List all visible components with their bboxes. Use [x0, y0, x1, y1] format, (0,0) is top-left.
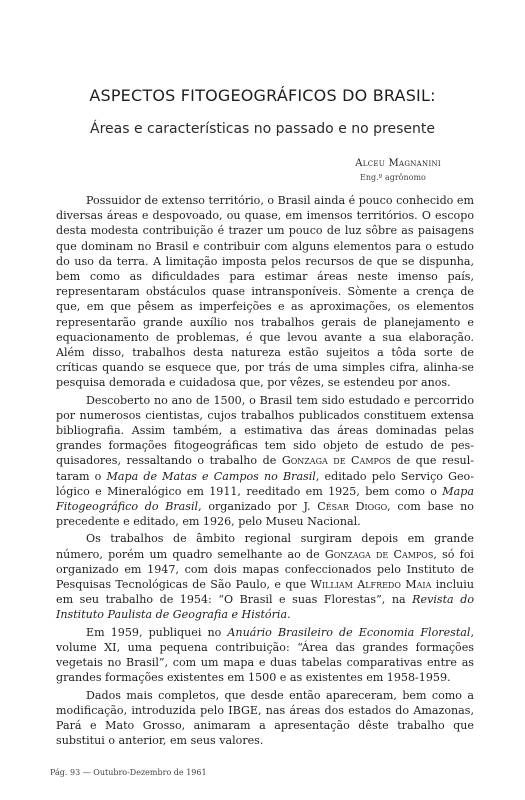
body-paragraph	[56, 193, 474, 391]
body-paragraph	[56, 531, 474, 622]
article-body	[56, 193, 474, 750]
text-run: .	[287, 608, 291, 622]
text-run: Descoberto no ano de 1500, o Brasil tem sido estudado e percorrido por numerosos cientistas, cujos trabalhos publicados constituem extensa bibliografia. Assim também, a estimativa das áreas dominadas pelas grandes formações fitogeográficas tem sido objeto de estudo de pesquisadores, ressaltando o trabalho de	[56, 393, 474, 468]
text-run: Os trabalhos de âmbito regional surgiram depois em grande número, porém um quadro semelhante ao de	[56, 532, 474, 561]
italic-title: Mapa de Matas e Campos no Brasil	[106, 469, 316, 483]
body-paragraph	[56, 393, 474, 530]
italic-title: Anuário Brasileiro de Economia Florestal	[227, 625, 471, 639]
italic-title: Revista do Instituto Paulista de Geografia e História	[56, 593, 474, 622]
article-title: ASPECTOS FITOGEOGRÁFICOS DO BRASIL:	[89, 86, 436, 105]
text-run: , organizado por J.	[198, 500, 318, 514]
person-name: William Alfredo Maia	[310, 578, 432, 592]
person-name: Gonzaga de Campos	[281, 454, 391, 468]
text-run: Dados mais completos, que desde então apareceram, bem como a modificação, introduzida pelo IBGE, nas áreas dos estados do Amazonas, Pará e Mato Grosso, animaram a apresentação dêste trabalho que substitui o anterior, em seus valores.	[56, 688, 474, 748]
text-run: , com base no precedente e editado, em 1926, pelo Museu Nacional.	[56, 500, 474, 529]
text-run: Possuidor de extenso território, o Brasil ainda é pouco conhecido em diversas áreas e despovoado, ou quase, em imensos territórios. O escopo desta modesta contribuição é trazer um pouco de luz sôbre as paisagens que dominam no Brasil e contribuir com alguns elementos para o estudo do uso da terra. A limitação imposta pelos recursos de que se dispunha, bem como as dificuldades para estimar áreas neste imenso país, representaram obstáculos quase intransponíveis. Sòmente a crença de que, em que pêsem as imperfeições e as aproximações, os elementos representarão grande auxílio nos trabalhos gerais de planejamento e equacionamento de problemas, é que levou avante a sua elaboração. Além disso, trabalhos desta natureza estão sujeitos a tôda sorte de críticas quando se esquece que, por trás de uma simples cifra, alinha-se pesquisa demorada e cuidadosa que, por vêzes, se estendeu por anos.	[56, 194, 474, 390]
author-title: Eng.º agrônomo	[360, 173, 426, 182]
text-run: de que resultaram o	[56, 454, 474, 483]
text-run: , só foi organizado em 1947, com dois mapas confeccionados pelo Instituto de Pesquisas Tecnológicas de São Paulo, e que	[56, 547, 474, 592]
article-subtitle: Áreas e características no passado e no presente	[90, 121, 435, 137]
italic-title: Mapa Fitogeográfico do Brasil	[56, 484, 474, 514]
page-footer: Pág. 93 — Outubro-Dezembro de 1961	[50, 768, 207, 777]
author-name: Alceu Magnanini	[355, 158, 441, 169]
person-name: Gonzaga de Campos	[324, 547, 434, 561]
text-run: incluiu em seu trabalho de 1954: “O Brasil e suas Florestas”, na	[56, 578, 474, 607]
text-run: Em 1959, publiquei no	[86, 625, 228, 639]
person-name: César Diogo	[317, 500, 388, 514]
body-paragraph	[56, 625, 474, 686]
body-paragraph	[56, 688, 474, 749]
text-run: , volume XI, uma pequena contribuição: “Área das grandes formações vegetais no Brasil”, com um mapa e duas tabelas comparativas entre as grandes formações existentes em 1500 e as existentes em 1958-1959.	[56, 625, 474, 685]
text-run: , editado pelo Serviço Geológico e Mineralógico em 1911, reeditado em 1925, bem como o	[56, 469, 474, 498]
